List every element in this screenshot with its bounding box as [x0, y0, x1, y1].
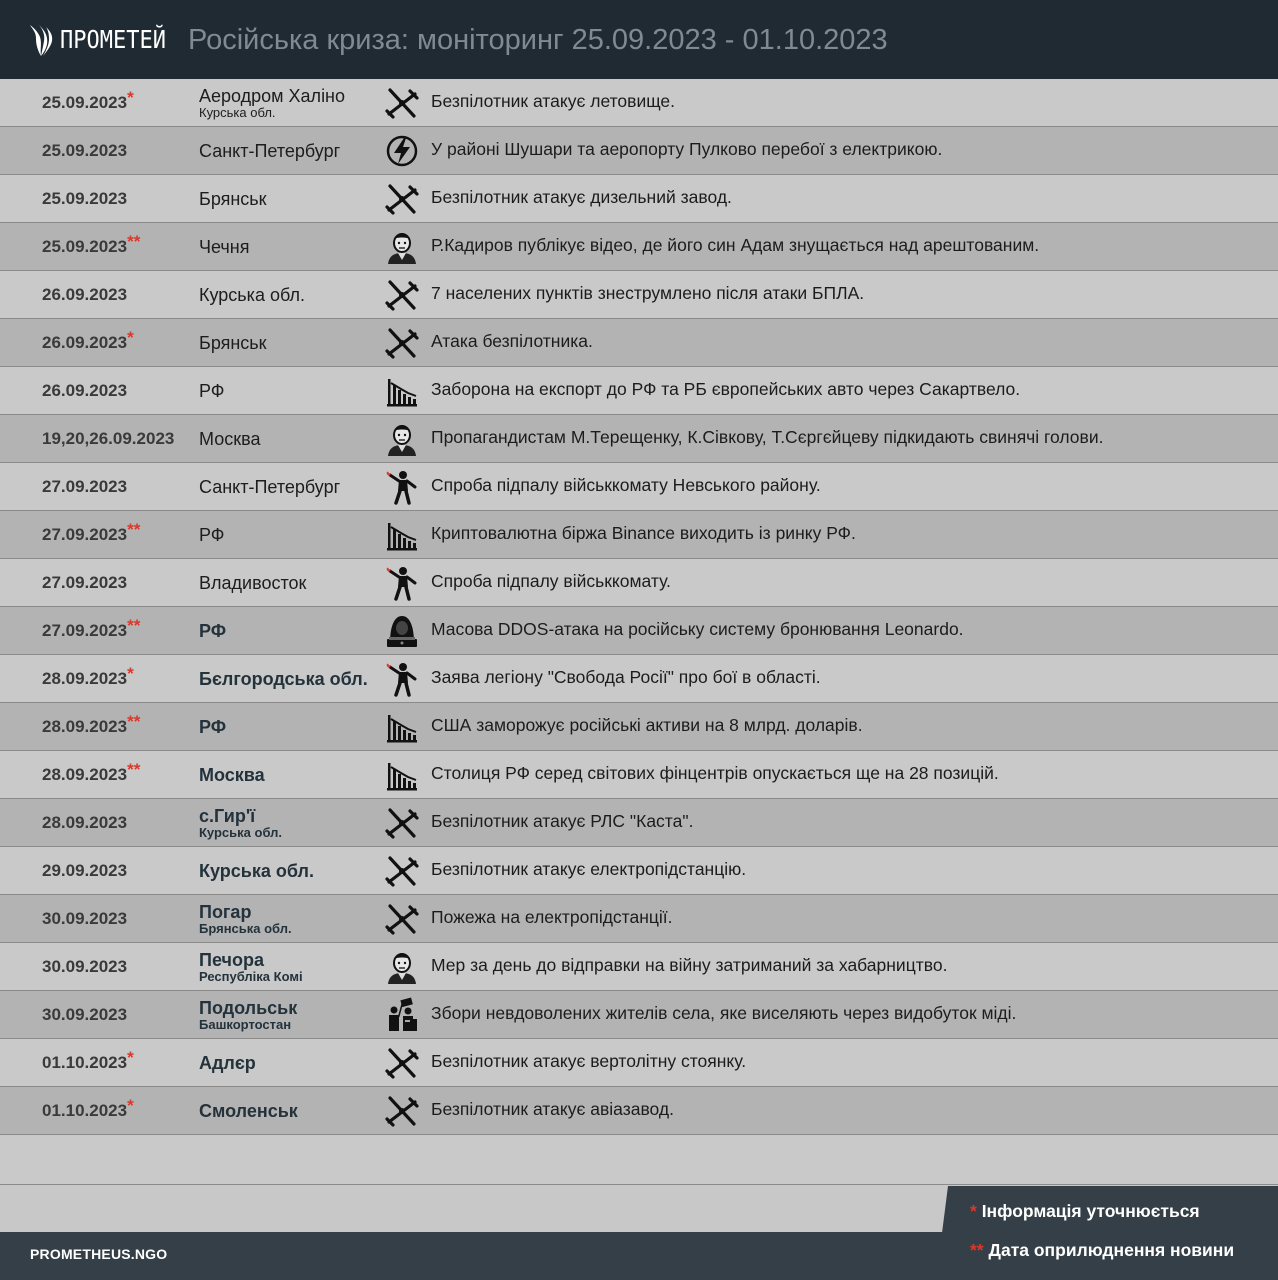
event-description: Безпілотник атакує електропідстанцію.	[431, 859, 747, 879]
economy-decline-icon	[384, 373, 420, 409]
economy-decline-icon	[384, 709, 420, 745]
table-row	[0, 175, 1278, 223]
event-place	[199, 991, 297, 1038]
event-mark: *	[127, 88, 134, 107]
event-description: США заморожує російські активи на 8 млрд. доларів.	[431, 715, 863, 735]
event-description: Пожежа на електропідстанції.	[431, 907, 673, 927]
event-description: Столиця РФ серед світових фінцентрів опускається ще на 28 позицій.	[431, 763, 999, 783]
event-mark: **	[127, 520, 141, 539]
legend-item-unconfirmed: * Інформація уточнюється	[970, 1201, 1200, 1221]
drone-icon	[384, 901, 420, 937]
event-description: Спроба підпалу військкомату Невського району.	[431, 475, 821, 495]
event-date: 01.10.2023*	[42, 1096, 134, 1120]
event-place	[199, 607, 226, 654]
event-place	[199, 175, 267, 222]
event-description: Заборона на експорт до РФ та РБ європейських авто через Сакартвело.	[431, 379, 1021, 399]
event-description: Збори невдоволених жителів села, яке виселяють через видобуток міді.	[431, 1003, 1017, 1023]
table-row	[0, 1039, 1278, 1087]
table-row	[0, 127, 1278, 175]
place-name: РФ	[199, 380, 225, 401]
table-row	[0, 703, 1278, 751]
event-place	[199, 751, 265, 798]
event-date: 25.09.2023*	[42, 88, 134, 112]
place-name: Брянськ	[199, 188, 267, 209]
event-mark: **	[127, 712, 141, 731]
event-place	[199, 367, 225, 414]
event-place	[199, 415, 260, 462]
place-region: Брянська обл.	[199, 920, 292, 936]
place-name: Владивосток	[199, 572, 307, 593]
arsonist-icon	[384, 565, 420, 601]
place-name: с.Гир'ї	[199, 805, 256, 826]
event-place	[199, 799, 282, 846]
event-place	[199, 79, 345, 126]
place-region: Республіка Комі	[199, 968, 303, 984]
table-row	[0, 847, 1278, 895]
arsonist-icon	[384, 661, 420, 697]
place-name: Аеродром Халіно	[199, 85, 346, 106]
place-name: РФ	[199, 524, 225, 545]
place-name: Погар	[199, 901, 252, 922]
place-region: Курська обл.	[199, 104, 276, 120]
table-row	[0, 895, 1278, 943]
place-name: Печора	[199, 949, 264, 970]
drone-icon	[384, 1093, 420, 1129]
place-name: Адлєр	[199, 1052, 256, 1073]
event-place	[199, 895, 292, 942]
event-mark: **	[127, 616, 141, 635]
event-place	[199, 943, 303, 990]
place-name: Москва	[199, 764, 265, 785]
drone-icon	[384, 853, 420, 889]
place-name: Санкт-Петербург	[199, 476, 341, 497]
site-link[interactable]: PROMETHEUS.NGO	[30, 1246, 168, 1262]
table-row	[0, 319, 1278, 367]
place-name: Подольськ	[199, 997, 298, 1018]
place-name: Санкт-Петербург	[199, 140, 341, 161]
event-date: 26.09.2023	[42, 381, 128, 400]
table-row	[0, 751, 1278, 799]
flame-logo-icon	[28, 23, 54, 57]
event-date: 27.09.2023**	[42, 616, 141, 640]
place-name: Брянськ	[199, 332, 267, 353]
legend-item-publication-date: ** Дата оприлюднення новини	[970, 1240, 1235, 1260]
event-place	[199, 319, 267, 366]
event-description: Безпілотник атакує дизельний завод.	[431, 187, 732, 207]
table-row	[0, 463, 1278, 511]
logo-text: ПРОМЕТЕЙ	[60, 25, 166, 55]
event-date: 25.09.2023	[42, 141, 128, 160]
place-region: Башкортостан	[199, 1016, 292, 1032]
event-date: 26.09.2023	[42, 285, 128, 304]
event-description: Атака безпілотника.	[431, 331, 593, 351]
header-bar	[0, 0, 1278, 79]
event-description: Криптовалютна біржа Binance виходить із ринку РФ.	[431, 523, 856, 543]
table-row	[0, 367, 1278, 415]
page-title: Російська криза: моніторинг 25.09.2023 - 01.10.2023	[188, 24, 888, 56]
event-place	[199, 1039, 256, 1086]
economy-decline-icon	[384, 757, 420, 793]
event-description: Р.Кадиров публікує відео, де його син Адам знущається над арештованим.	[431, 235, 1040, 255]
event-date: 26.09.2023*	[42, 328, 134, 352]
event-place	[199, 847, 314, 894]
event-place	[199, 511, 225, 558]
table-row	[0, 1087, 1278, 1135]
event-description: У районі Шушари та аеропорту Пулково перебої з електрикою.	[431, 139, 943, 159]
event-mark: *	[127, 1096, 134, 1115]
logo	[28, 22, 166, 58]
event-date: 25.09.2023**	[42, 232, 141, 256]
event-date: 27.09.2023	[42, 573, 128, 592]
event-date: 27.09.2023**	[42, 520, 141, 544]
event-place	[199, 1087, 298, 1134]
table-row	[0, 79, 1278, 127]
event-place	[199, 271, 305, 318]
place-name: Смоленськ	[199, 1100, 298, 1121]
hacker-icon	[384, 613, 420, 649]
table-row	[0, 655, 1278, 703]
place-region: Курська обл.	[199, 824, 283, 840]
empty-row	[0, 1137, 1278, 1185]
event-date: 27.09.2023	[42, 477, 128, 496]
arsonist-icon	[384, 469, 420, 505]
protest-icon	[384, 997, 420, 1033]
table-row	[0, 991, 1278, 1039]
event-date: 28.09.2023*	[42, 664, 134, 688]
drone-icon	[384, 277, 420, 313]
event-mark: **	[127, 760, 141, 779]
table-row	[0, 271, 1278, 319]
event-description: Спроба підпалу військкомату.	[431, 571, 671, 591]
event-place	[199, 703, 226, 750]
event-mark: **	[127, 232, 141, 251]
event-place	[199, 127, 340, 174]
table-row	[0, 607, 1278, 655]
place-name: Курська обл.	[199, 284, 305, 305]
table-row	[0, 943, 1278, 991]
drone-icon	[384, 805, 420, 841]
event-date: 28.09.2023**	[42, 712, 141, 736]
drone-icon	[384, 181, 420, 217]
table-row	[0, 511, 1278, 559]
economy-decline-icon	[384, 517, 420, 553]
place-name: Чечня	[199, 236, 250, 257]
event-date: 30.09.2023	[42, 1005, 128, 1024]
table-row	[0, 799, 1278, 847]
event-date: 30.09.2023	[42, 909, 128, 928]
lightning-icon	[384, 133, 420, 169]
event-description: Заява легіону "Свобода Росії" про бої в області.	[431, 667, 821, 687]
place-name: РФ	[199, 716, 227, 737]
table-row	[0, 415, 1278, 463]
event-place	[199, 559, 306, 606]
event-description: Мер за день до відправки на війну затриманий за хабарництво.	[431, 955, 948, 975]
event-mark: *	[127, 1048, 134, 1067]
event-description: Безпілотник атакує авіазавод.	[431, 1099, 674, 1119]
table-row	[0, 223, 1278, 271]
event-date: 29.09.2023	[42, 861, 128, 880]
place-name: Москва	[199, 428, 261, 449]
drone-icon	[384, 325, 420, 361]
event-place	[199, 655, 368, 702]
event-mark: *	[127, 664, 134, 683]
event-date: 19,20,26.09.2023	[42, 429, 175, 448]
person-icon	[384, 949, 420, 985]
event-description: Безпілотник атакує вертолітну стоянку.	[431, 1051, 747, 1071]
event-date: 28.09.2023**	[42, 760, 141, 784]
event-place	[199, 223, 249, 270]
event-description: Масова DDOS-атака на російську систему бронювання Leonardo.	[431, 619, 964, 639]
event-place	[199, 463, 340, 510]
event-date: 28.09.2023	[42, 813, 128, 832]
place-name: Бєлгородська обл.	[199, 668, 368, 689]
event-description: Безпілотник атакує летовище.	[431, 91, 676, 111]
event-date: 30.09.2023	[42, 957, 128, 976]
event-date: 01.10.2023*	[42, 1048, 134, 1072]
place-name: Курська обл.	[199, 860, 314, 881]
drone-icon	[384, 1045, 420, 1081]
drone-icon	[384, 85, 420, 121]
event-mark: *	[127, 328, 134, 347]
event-description: 7 населених пунктів знеструмлено після атаки БПЛА.	[431, 283, 865, 303]
table-row	[0, 559, 1278, 607]
person-icon	[384, 229, 420, 265]
event-date: 25.09.2023	[42, 189, 128, 208]
place-name: РФ	[199, 620, 227, 641]
events-table	[0, 79, 1278, 1135]
person-icon	[384, 421, 420, 457]
event-description: Пропагандистам М.Терещенку, К.Сівкову, Т.Сєргєйцеву підкидають свинячі голови.	[431, 427, 1104, 447]
event-description: Безпілотник атакує РЛС "Каста".	[431, 811, 694, 831]
